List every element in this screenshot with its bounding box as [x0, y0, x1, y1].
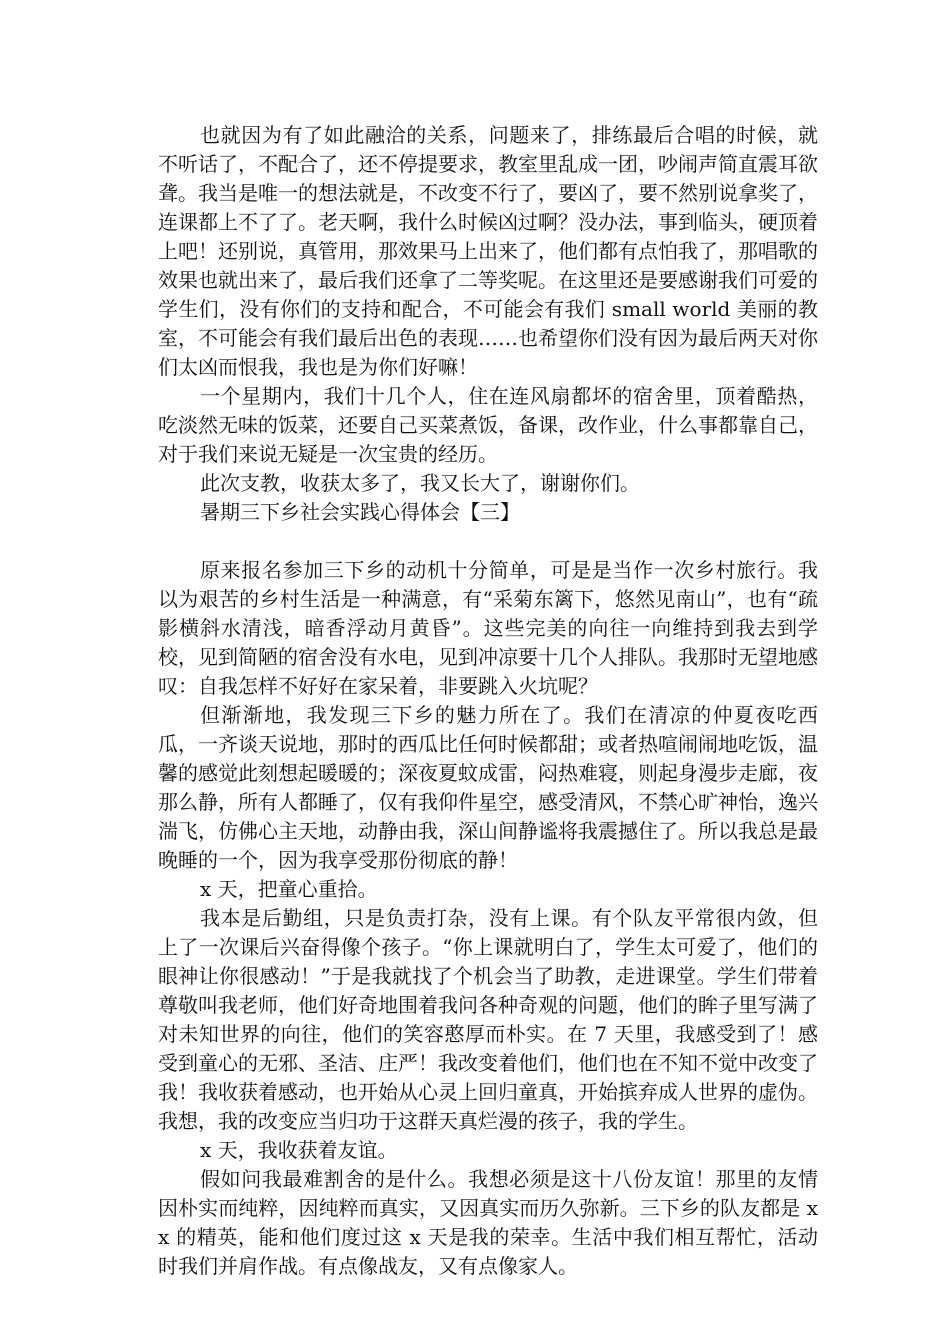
paragraph-rehearsal: 也就因为有了如此融洽的关系，问题来了，排练最后合唱的时候，就不听话了，不配合了，还不停提要求，教室里乱成一团，吵闹声简直震耳欲聋。我当是唯一的想法就是，不改变不行了，要凶了，要不然别说拿奖了，连课都上不了了。老天啊，我什么时候凶过啊？没办法，事到临头，硬顶着上吧！还别说，真管用，那效果马上出来了，他们都有点怕我了，那唱歌的效果也就出来了，最后我们还拿了二等奖呢。在这里还是要感谢我们可爱的学生们，没有你们的支持和配合，不可能会有我们 small world 美丽的教室，不可能会有我们最后出色的表现……也希望你们没有因为最后两天对你们太凶而恨我，我也是为你们好嘛！ [158, 123, 818, 379]
paragraph-friendship: 假如问我最难割舍的是什么。我想必须是这十八份友谊！那里的友情因朴实而纯粹，因纯粹而真实，又因真实而历久弥新。三下乡的队友都是 xx 的精英，能和他们度过这 x 天是我的荣幸。生活中我们相互帮忙，活动时我们并肩作战。有点像战友，又有点像家人。 [158, 1167, 818, 1278]
paragraph-motivation: 原来报名参加三下乡的动机十分简单，可是是当作一次乡村旅行。我以为艰苦的乡村生活是一种满意，有“采菊东篱下，悠然见南山”，也有“疏影横斜水清浅，暗香浮动月黄昏”。这些完美的向往一向维持到我去到学校，见到简陋的宿舍没有水电，见到冲凉要十几个人排队。我那时无望地感叹：自我怎样不好好在家呆着，非要跳入火坑呢？ [158, 558, 818, 698]
subheading-friendship: x 天，我收获着友谊。 [200, 1138, 398, 1162]
subheading-childhood: x 天，把童心重拾。 [200, 877, 378, 901]
section-heading: 暑期三下乡社会实践心得体会【三】 [200, 500, 520, 524]
paragraph-charm: 但渐渐地，我发现三下乡的魅力所在了。我们在清凉的仲夏夜吃西瓜，一齐谈天说地，那时的西瓜比任何时候都甜；或者热喧闹闹地吃饭，温馨的感觉此刻想起暖暖的；深夜夏蚊成雷，闷热难寝，则起身漫步走廊，夜那么静，所有人都睡了，仅有我仰件星空，感受清风，不禁心旷神怡，逸兴湍飞，仿佛心主天地，动静由我，深山间静谧将我震撼住了。所以我总是最晚睡的一个，因为我享受那份彻底的静！ [158, 703, 818, 872]
document-body [158, 121, 818, 1281]
blank-line [158, 527, 818, 556]
paragraph-thanks: 此次支教，收获太多了，我又长大了，谢谢你们。 [200, 471, 640, 495]
paragraph-one-week: 一个星期内，我们十几个人，住在连风扇都坏的宿舍里，顶着酷热，吃淡然无味的饭菜，还要自己买菜煮饭，备课，改作业，什么事都靠自己，对于我们来说无疑是一次宝贵的经历。 [158, 384, 818, 466]
paragraph-teaching: 我本是后勤组，只是负责打杂，没有上课。有个队友平常很内敛，但上了一次课后兴奋得像个孩子。“你上课就明白了，学生太可爱了，他们的眼神让你很感动！”于是我就找了个机会当了助教，走进课堂。学生们带着尊敬叫我老师，他们好奇地围着我问各种奇观的问题，他们的眸子里写满了对未知世界的向往，他们的笑容憨厚而朴实。在 7 天里，我感受到了！感受到童心的无邪、圣洁、庄严！我改变着他们，他们也在不知不觉中改变了我！我收获着感动，也开始从心灵上回归童真，开始摈弃成人世界的虚伪。我想，我的改变应当归功于这群天真烂漫的孩子，我的学生。 [158, 906, 818, 1133]
